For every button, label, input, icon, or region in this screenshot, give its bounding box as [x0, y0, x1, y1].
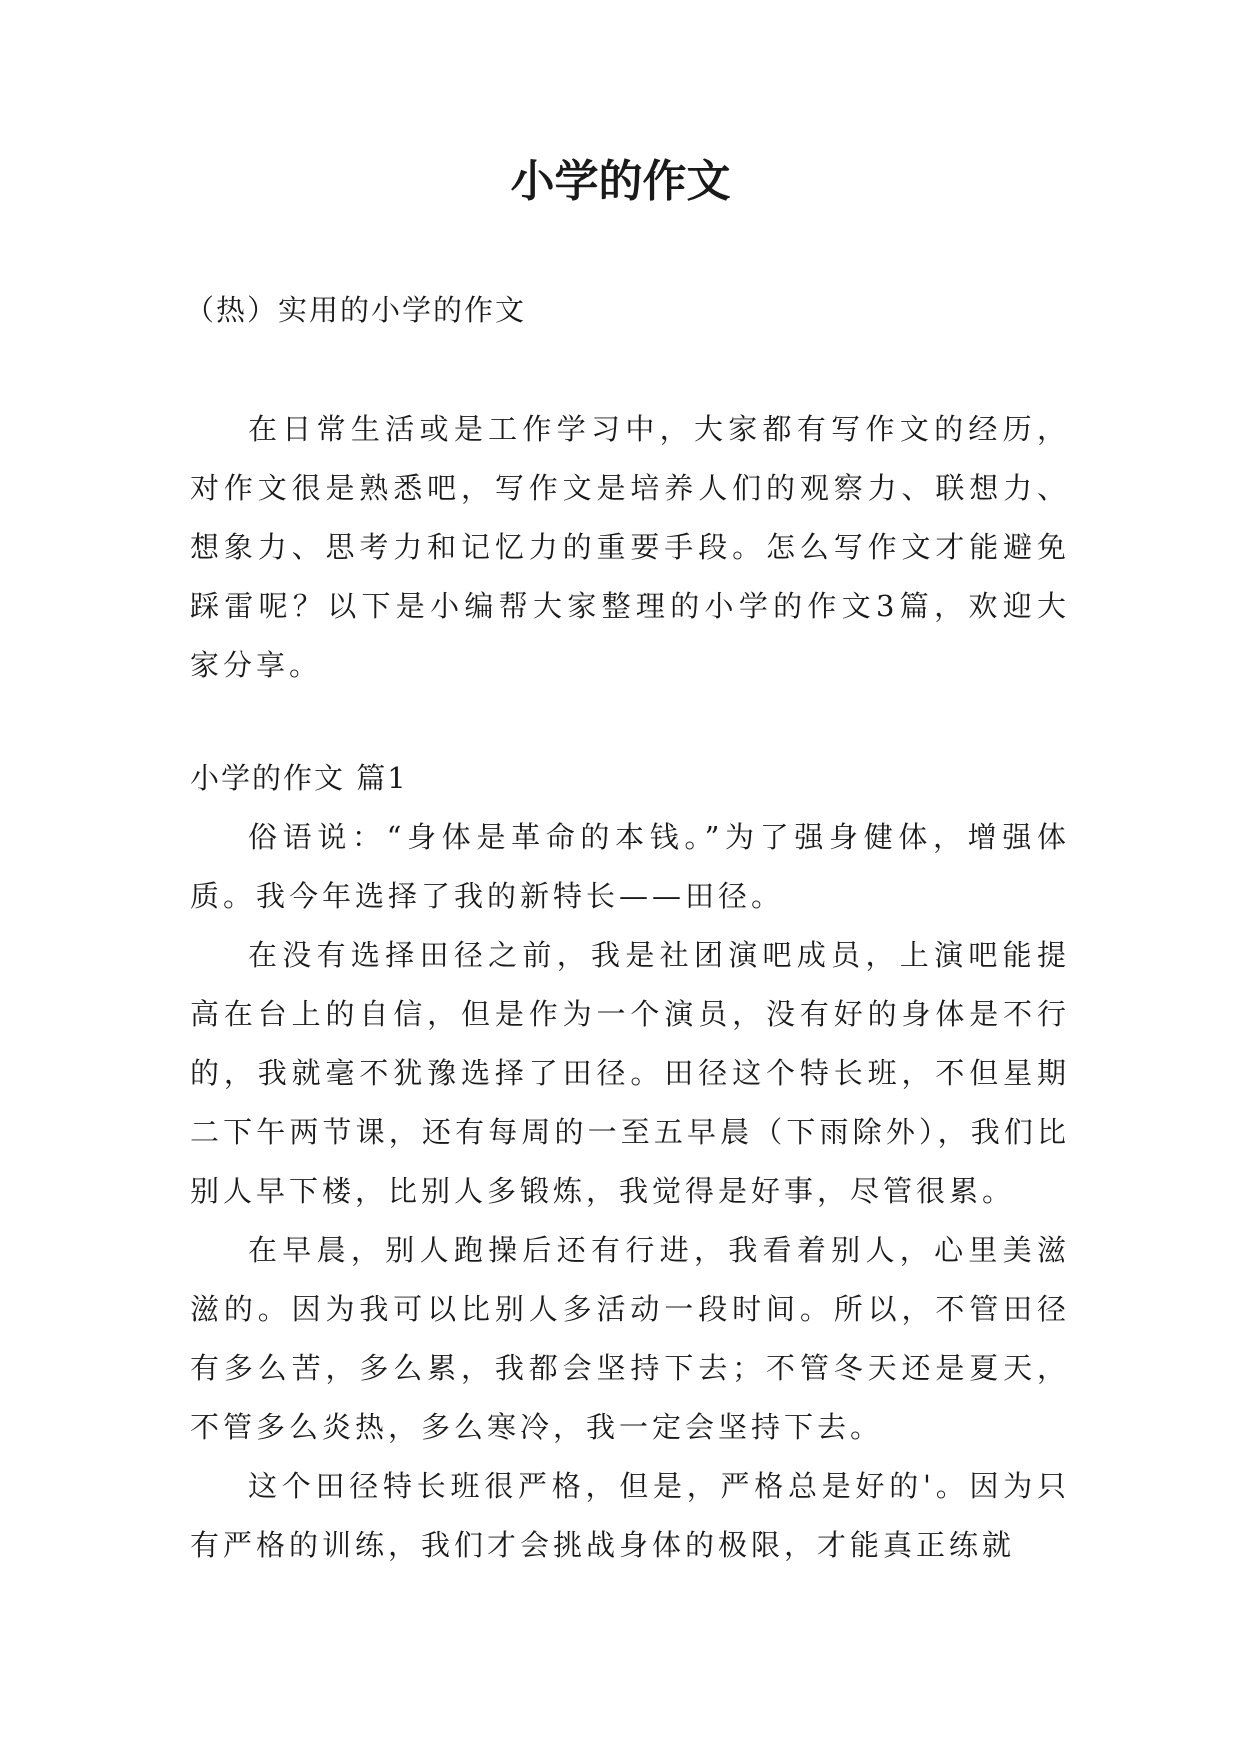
- essay-paragraph-3: 在早晨，别人跑操后还有行进，我看着别人，心里美滋滋的。因为我可以比别人多活动一段时间。所以，不管田径有多么苦，多么累，我都会坚持下去；不管冬天还是夏天，不管多么炎热，多么寒冷，我一定会坚持下去。: [190, 1233, 1070, 1444]
- essay-body: [190, 808, 1070, 1575]
- essay-paragraph-1: 俗语说：“身体是革命的本钱。”为了强身健体，增强体质。我今年选择了我的新特长——田径。: [190, 820, 1070, 913]
- section-heading: 小学的作文 篇1: [190, 761, 408, 795]
- essay-paragraph-4: 这个田径特长班很严格，但是，严格总是好的'。因为只有严格的训练，我们才会挑战身体的极限，才能真正练就: [190, 1469, 1070, 1562]
- intro-block: [190, 400, 1070, 695]
- intro-paragraph: 在日常生活或是工作学习中，大家都有写作文的经历，对作文很是熟悉吧，写作文是培养人们的观察力、联想力、想象力、思考力和记忆力的重要手段。怎么写作文才能避免踩雷呢？以下是小编帮大家整理的小学的作文3篇，欢迎大家分享。: [190, 412, 1070, 682]
- document-title: 小学的作文: [510, 156, 731, 207]
- document-subtitle: （热）实用的小学的作文: [185, 293, 527, 327]
- essay-paragraph-2: 在没有选择田径之前，我是社团演吧成员，上演吧能提高在台上的自信，但是作为一个演员，没有好的身体是不行的，我就毫不犹豫选择了田径。田径这个特长班，不但星期二下午两节课，还有每周的一至五早晨（下雨除外），我们比别人早下楼，比别人多锻炼，我觉得是好事，尽管很累。: [190, 938, 1070, 1208]
